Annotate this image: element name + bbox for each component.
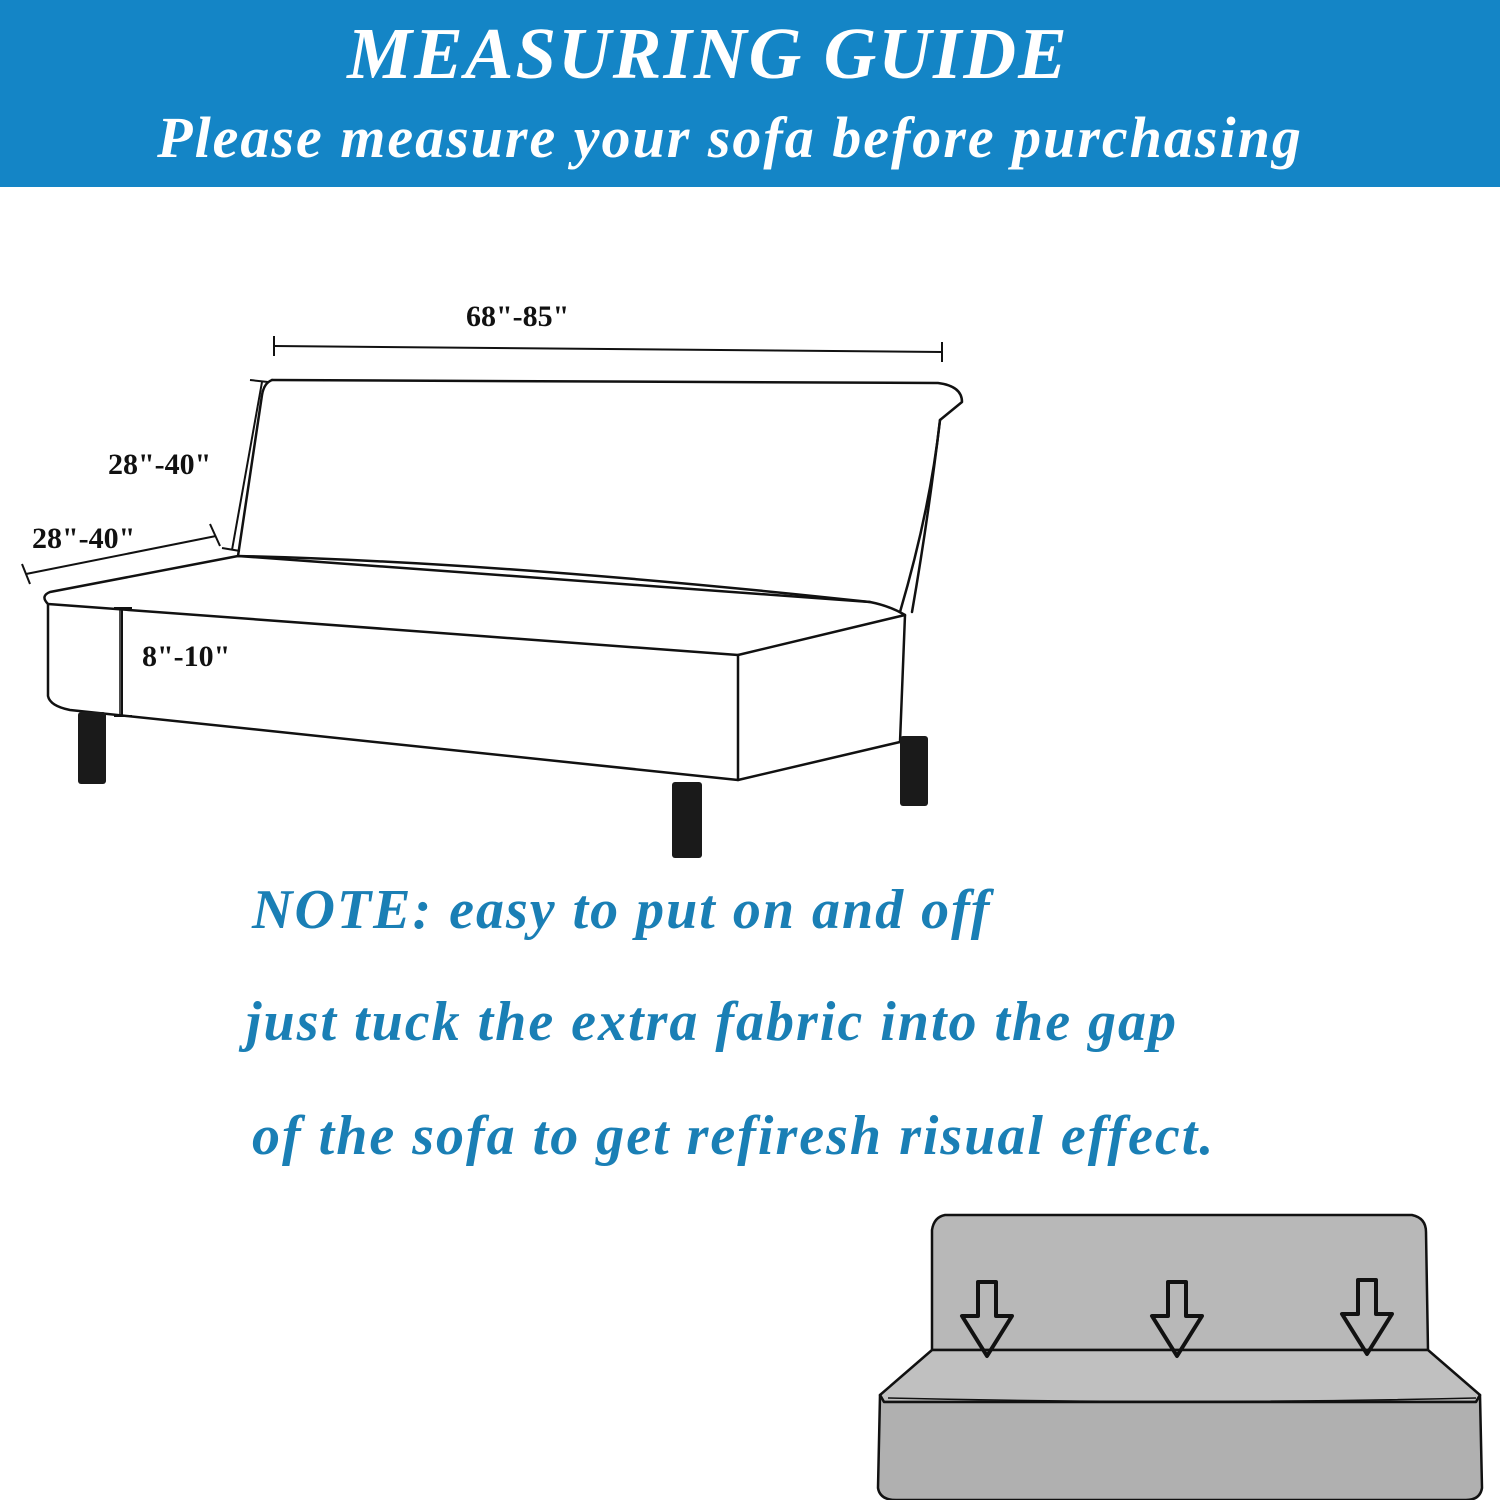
seat-thickness-label: 8"-10"	[142, 640, 231, 673]
note-line-2: just tuck the extra fabric into the gap	[246, 991, 1179, 1053]
height-dimension-line	[232, 382, 262, 550]
sofa-leg	[672, 782, 702, 858]
covered-sofa-seat-front	[878, 1395, 1482, 1500]
note-line-3: of the sofa to get refiresh risual effect.	[252, 1105, 1216, 1167]
sofa-backrest-left	[238, 380, 272, 556]
sofa-backrest-inner	[900, 420, 940, 612]
sofa-leg	[78, 712, 106, 784]
covered-sofa-illustration	[878, 1215, 1482, 1500]
sofa-seat-side	[738, 615, 905, 780]
sofa-leg	[900, 736, 928, 806]
width-label: 68"-85"	[466, 300, 570, 333]
back-height-label: 28"-40"	[108, 448, 212, 481]
page-title: MEASURING GUIDE	[347, 13, 1069, 94]
page-subtitle: Please measure your sofa before purchasing	[157, 105, 1303, 170]
seat-depth-label: 28"-40"	[32, 522, 136, 555]
covered-sofa-seat-top	[880, 1350, 1480, 1402]
width-dimension-line	[274, 346, 942, 352]
note-line-1: NOTE: easy to put on and off	[252, 879, 992, 941]
